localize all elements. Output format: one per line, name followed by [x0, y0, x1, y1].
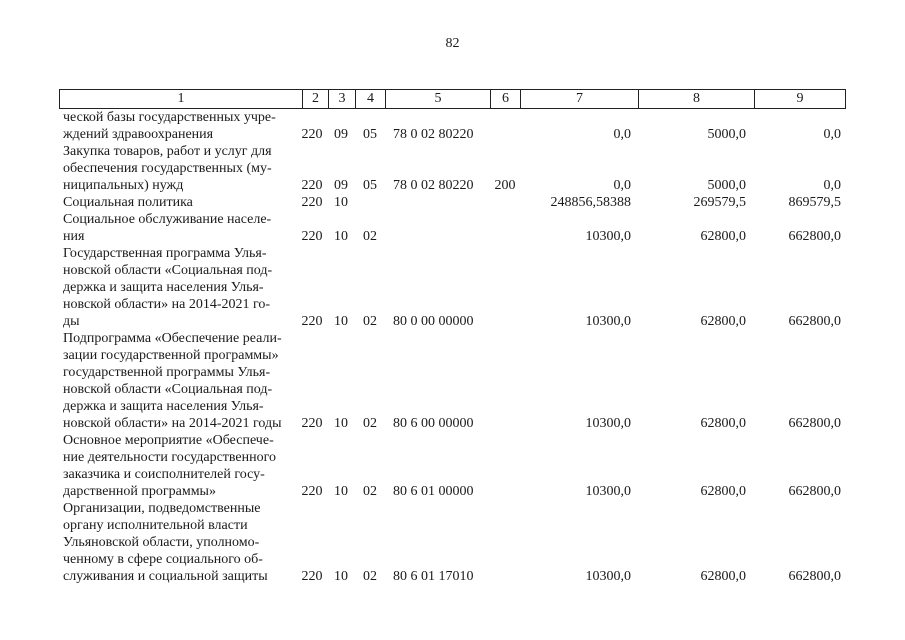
cell-col-3: 10	[334, 229, 348, 244]
cell-col-4: 02	[363, 314, 377, 329]
cell-col-4: 05	[363, 127, 377, 142]
cell-col-7: 10300,0	[585, 484, 631, 499]
row-name-line: новской области» на 2014-2021 годы	[63, 416, 282, 431]
row-name-line: государственной программы Улья-	[63, 365, 271, 380]
row-name-line: ды	[63, 314, 80, 329]
row-name-line: новской области» на 2014-2021 го-	[63, 297, 271, 312]
table-row	[59, 211, 845, 245]
table-header	[59, 89, 846, 109]
row-name-line: служивания и социальной защиты	[63, 569, 268, 584]
cell-col-9: 0,0	[823, 127, 841, 142]
row-name-line: новской области «Социальная под-	[63, 382, 273, 397]
table-row	[59, 432, 845, 500]
column-header-5: 5	[386, 90, 491, 109]
row-name-line: Ульяновской области, уполномо-	[63, 535, 260, 550]
cell-col-3: 09	[334, 127, 348, 142]
row-name-cell	[59, 211, 297, 245]
row-name-line: Организации, подведомственные	[63, 501, 261, 516]
row-name-line: Подпрограмма «Обеспечение реали-	[63, 331, 282, 346]
column-header-7: 7	[521, 90, 639, 109]
cell-col-9: 662800,0	[788, 229, 841, 244]
cell-col-8: 62800,0	[700, 314, 746, 329]
cell-col-3: 10	[334, 484, 348, 499]
table-body	[59, 109, 845, 585]
cell-col-3: 10	[334, 416, 348, 431]
row-name-cell	[59, 143, 297, 194]
cell-col-7: 0,0	[613, 178, 631, 193]
cell-col-7: 10300,0	[585, 229, 631, 244]
cell-col-8: 5000,0	[707, 127, 746, 142]
cell-col-3: 09	[334, 178, 348, 193]
table-row	[59, 245, 845, 330]
column-header-4: 4	[356, 90, 386, 109]
row-name-line: обеспечения государственных (му-	[63, 161, 272, 176]
column-header-2: 2	[303, 90, 329, 109]
row-name-line: ческой базы государственных учре-	[63, 110, 276, 125]
cell-col-3: 10	[334, 314, 348, 329]
cell-col-7: 10300,0	[585, 416, 631, 431]
cell-col-2: 220	[301, 484, 323, 499]
row-name-line: ждений здравоохранения	[63, 127, 214, 142]
cell-col-5: 80 6 01 17010	[393, 569, 474, 584]
cell-col-8: 269579,5	[693, 195, 746, 210]
cell-col-4: 05	[363, 178, 377, 193]
row-name-line: Социальная политика	[63, 195, 193, 210]
cell-col-2: 220	[301, 195, 323, 210]
row-name-line: Закупка товаров, работ и услуг для	[63, 144, 272, 159]
cell-col-8: 5000,0	[707, 178, 746, 193]
row-name-line: ченному в сфере социального об-	[63, 552, 263, 567]
cell-col-2: 220	[301, 569, 323, 584]
cell-col-8: 62800,0	[700, 416, 746, 431]
cell-col-7: 248856,58388	[550, 195, 631, 210]
row-name-line: Социальное обслуживание населе-	[63, 212, 272, 227]
cell-col-4: 02	[363, 416, 377, 431]
column-header-3: 3	[329, 90, 356, 109]
cell-col-5: 78 0 02 80220	[393, 127, 474, 142]
row-name-line: дарственной программы»	[63, 484, 216, 499]
row-name-cell	[59, 109, 297, 143]
table-row	[59, 194, 845, 211]
cell-col-2: 220	[301, 314, 323, 329]
cell-col-9: 662800,0	[788, 314, 841, 329]
cell-col-9: 662800,0	[788, 484, 841, 499]
cell-col-5: 80 6 01 00000	[393, 484, 474, 499]
row-name-line: Основное мероприятие «Обеспече-	[63, 433, 274, 448]
row-name-line: держка и защита населения Улья-	[63, 280, 264, 295]
row-name-cell	[59, 245, 297, 330]
cell-col-7: 10300,0	[585, 314, 631, 329]
table-row	[59, 143, 845, 194]
column-header-1: 1	[60, 90, 303, 109]
cell-col-7: 10300,0	[585, 569, 631, 584]
cell-col-6: 200	[494, 178, 516, 193]
row-name-cell	[59, 194, 297, 211]
row-name-line: Государственная программа Улья-	[63, 246, 267, 261]
cell-col-2: 220	[301, 127, 323, 142]
row-name-line: новской области «Социальная под-	[63, 263, 273, 278]
row-name-line: зации государственной программы»	[63, 348, 279, 363]
cell-col-9: 662800,0	[788, 416, 841, 431]
cell-col-5: 80 6 00 00000	[393, 416, 474, 431]
cell-col-7: 0,0	[613, 127, 631, 142]
cell-col-4: 02	[363, 484, 377, 499]
cell-col-2: 220	[301, 416, 323, 431]
cell-col-9: 0,0	[823, 178, 841, 193]
row-name-line: ниципальных) нужд	[63, 178, 184, 193]
cell-col-8: 62800,0	[700, 229, 746, 244]
row-name-cell	[59, 330, 297, 432]
table-row	[59, 109, 845, 143]
cell-col-5: 78 0 02 80220	[393, 178, 474, 193]
cell-col-2: 220	[301, 178, 323, 193]
row-name-line: заказчика и соисполнителей госу-	[63, 467, 265, 482]
row-name-cell	[59, 500, 297, 585]
row-name-line: органу исполнительной власти	[63, 518, 248, 533]
column-header-6: 6	[491, 90, 521, 109]
cell-col-4: 02	[363, 569, 377, 584]
cell-col-2: 220	[301, 229, 323, 244]
row-name-line: держка и защита населения Улья-	[63, 399, 264, 414]
row-name-line: ние деятельности государственного	[63, 450, 277, 465]
cell-col-9: 869579,5	[788, 195, 841, 210]
cell-col-8: 62800,0	[700, 569, 746, 584]
table-row	[59, 500, 845, 585]
row-name-cell	[59, 432, 297, 500]
column-header-8: 8	[639, 90, 755, 109]
cell-col-3: 10	[334, 569, 348, 584]
cell-col-4: 02	[363, 229, 377, 244]
cell-col-3: 10	[334, 195, 348, 210]
page-number: 82	[445, 36, 460, 51]
cell-col-5: 80 0 00 00000	[393, 314, 474, 329]
row-name-line: ния	[63, 229, 85, 244]
column-header-9: 9	[755, 90, 846, 109]
cell-col-9: 662800,0	[788, 569, 841, 584]
cell-col-8: 62800,0	[700, 484, 746, 499]
table-row	[59, 330, 845, 432]
